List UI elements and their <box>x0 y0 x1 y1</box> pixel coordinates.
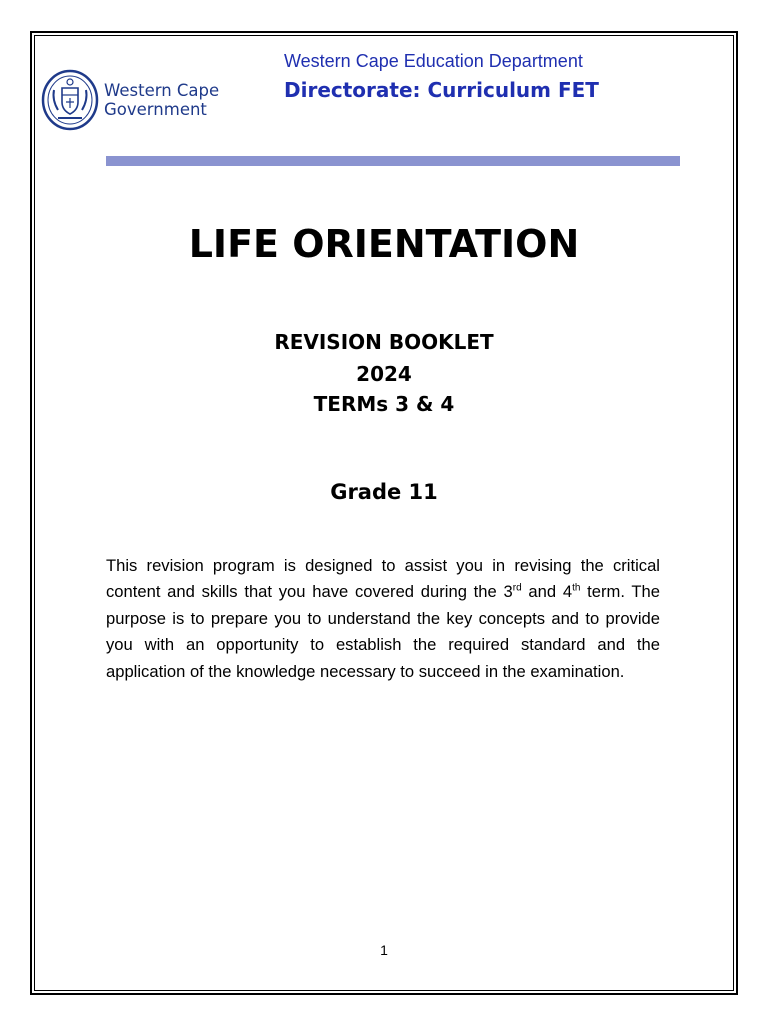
page-border-inner <box>34 35 734 991</box>
subtitle-year: 2024 <box>356 362 412 386</box>
intro-text-1: This revision program is designed to assist you in revising the critical content and skills that you have covered during the 3 <box>106 556 660 602</box>
department-name: Western Cape Education Department <box>284 51 583 71</box>
logo-line-1: Western Cape <box>104 81 220 100</box>
intro-sup-th: th <box>572 582 581 594</box>
logo-wordmark <box>104 81 219 119</box>
intro-sup-rd: rd <box>512 582 522 594</box>
intro-paragraph <box>106 553 660 685</box>
page-number: 1 <box>380 942 388 958</box>
directorate-name: Directorate: Curriculum FET <box>284 78 599 102</box>
logo-line-2: Government <box>104 100 207 119</box>
coat-of-arms-icon <box>40 68 100 132</box>
intro-text-2: and 4 <box>521 582 573 602</box>
subtitle-terms: TERMs 3 & 4 <box>313 392 455 416</box>
western-cape-government-logo <box>40 68 240 132</box>
grade-label: Grade 11 <box>330 480 438 504</box>
document-title: LIFE ORIENTATION <box>188 222 580 266</box>
intro-text-3: term. The purpose is to prepare you to understand the key concepts and to provide you with an opportunity to establish the required standard and the application of the knowledge necessary to succeed in the examination. <box>106 582 661 681</box>
header-divider <box>106 156 680 166</box>
subtitle-booklet: REVISION BOOKLET <box>274 330 494 354</box>
